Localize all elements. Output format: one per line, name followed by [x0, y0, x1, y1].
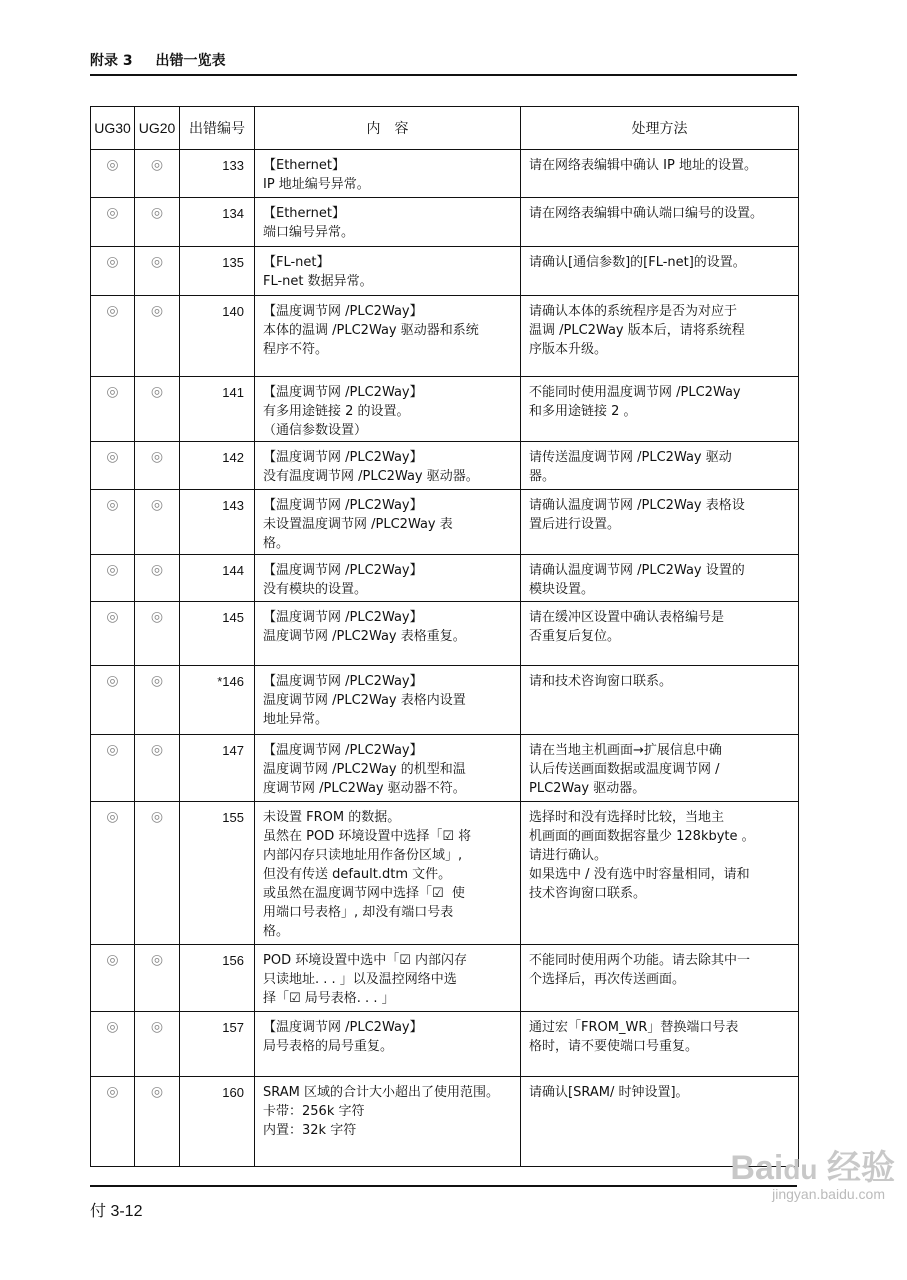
ug20-mark: ◎ — [135, 296, 180, 377]
content-line: 【Ethernet】 — [263, 158, 345, 173]
table-row — [91, 198, 799, 247]
content-line: 【温度调节网 /PLC2Way】 — [263, 304, 423, 319]
table-row — [91, 247, 799, 296]
table-row — [91, 555, 799, 602]
action-cell — [521, 377, 799, 442]
ug20-mark: ◎ — [135, 945, 180, 1012]
action-line: 否重复后复位。 — [529, 629, 621, 644]
content-line: 但没有传送 default.dtm 文件。 — [263, 867, 452, 882]
action-line: 不能同时使用两个功能。请去除其中一 — [529, 953, 751, 968]
content-line: 未设置 FROM 的数据。 — [263, 810, 401, 825]
error-code: *146 — [180, 666, 255, 735]
action-cell — [521, 1012, 799, 1077]
ug20-mark: ◎ — [135, 150, 180, 198]
action-cell — [521, 666, 799, 735]
content-line: IP 地址编号异常。 — [263, 177, 370, 192]
content-line: SRAM 区域的合计大小超出了使用范围。 — [263, 1085, 499, 1100]
content-cell — [255, 490, 521, 555]
action-line: 请确认温度调节网 /PLC2Way 表格设 — [529, 498, 745, 513]
ug30-mark: ◎ — [91, 198, 135, 247]
action-line: 请确认[SRAM/ 时钟设置]。 — [529, 1085, 689, 1100]
ug20-mark: ◎ — [135, 735, 180, 802]
error-code: 133 — [180, 150, 255, 198]
error-code: 140 — [180, 296, 255, 377]
ug20-mark: ◎ — [135, 1012, 180, 1077]
ug20-mark: ◎ — [135, 555, 180, 602]
content-line: 【FL-net】 — [263, 255, 330, 270]
error-code: 156 — [180, 945, 255, 1012]
action-line: 通过宏「FROM_WR」替换端口号表 — [529, 1020, 739, 1035]
content-line: 没有温度调节网 /PLC2Way 驱动器。 — [263, 469, 479, 484]
page-header — [90, 50, 244, 70]
content-line: 【温度调节网 /PLC2Way】 — [263, 674, 423, 689]
error-code: 135 — [180, 247, 255, 296]
error-code: 155 — [180, 802, 255, 945]
content-cell — [255, 555, 521, 602]
action-cell — [521, 247, 799, 296]
table-row — [91, 602, 799, 666]
action-cell — [521, 198, 799, 247]
content-cell — [255, 602, 521, 666]
content-line: 程序不符。 — [263, 342, 329, 357]
content-cell — [255, 802, 521, 945]
table-row — [91, 377, 799, 442]
table-row — [91, 490, 799, 555]
action-cell — [521, 802, 799, 945]
content-line: 内置：32k 字符 — [263, 1123, 357, 1138]
ug30-mark: ◎ — [91, 1012, 135, 1077]
header-title: 出错一览表 — [155, 53, 226, 69]
content-line: 温度调节网 /PLC2Way 表格内设置 — [263, 693, 466, 708]
ug30-mark: ◎ — [91, 735, 135, 802]
ug20-mark: ◎ — [135, 802, 180, 945]
ug30-mark: ◎ — [91, 377, 135, 442]
content-line: 【温度调节网 /PLC2Way】 — [263, 563, 423, 578]
content-line: 局号表格的局号重复。 — [263, 1039, 394, 1054]
table-row — [91, 735, 799, 802]
error-code: 144 — [180, 555, 255, 602]
table-row — [91, 442, 799, 490]
ug30-mark: ◎ — [91, 442, 135, 490]
table-row — [91, 1012, 799, 1077]
page-number: 付 3-12 — [90, 1203, 143, 1220]
action-cell — [521, 296, 799, 377]
footer-rule — [90, 1185, 797, 1187]
content-line: 内部闪存只读地址用作备份区域」, — [263, 848, 463, 863]
watermark-logo: Baidu 经验 — [730, 1149, 895, 1187]
error-code: 143 — [180, 490, 255, 555]
action-line: 请在当地主机画面→扩展信息中确 — [529, 743, 722, 758]
table-row — [91, 666, 799, 735]
content-line: 只读地址. . . 」以及温控网络中选 — [263, 972, 457, 987]
action-line: 请进行确认。 — [529, 848, 608, 863]
content-line: 格。 — [263, 924, 290, 939]
content-cell — [255, 377, 521, 442]
action-line: 置后进行设置。 — [529, 517, 621, 532]
action-cell — [521, 945, 799, 1012]
table-row — [91, 802, 799, 945]
action-cell — [521, 150, 799, 198]
content-line: 【温度调节网 /PLC2Way】 — [263, 385, 423, 400]
ug30-mark: ◎ — [91, 802, 135, 945]
action-line: 不能同时使用温度调节网 /PLC2Way — [529, 385, 741, 400]
content-line: 温度调节网 /PLC2Way 的机型和温 — [263, 762, 466, 777]
content-line: 端口编号异常。 — [263, 225, 355, 240]
action-line: 请和技术咨询窗口联系。 — [529, 674, 673, 689]
table-row — [91, 945, 799, 1012]
content-line: 温度调节网 /PLC2Way 表格重复。 — [263, 629, 466, 644]
content-line: 卡带：256k 字符 — [263, 1104, 365, 1119]
ug30-mark: ◎ — [91, 666, 135, 735]
content-line: 有多用途链接 2 的设置。 — [263, 404, 410, 419]
action-line: 如果选中 / 没有选中时容量相同，请和 — [529, 867, 750, 882]
table-row — [91, 296, 799, 377]
watermark-url: jingyan.baidu.com — [772, 1186, 885, 1202]
content-cell — [255, 150, 521, 198]
content-cell — [255, 1012, 521, 1077]
action-cell — [521, 602, 799, 666]
error-code: 157 — [180, 1012, 255, 1077]
content-line: 度调节网 /PLC2Way 驱动器不符。 — [263, 781, 466, 796]
action-line: 器。 — [529, 469, 556, 484]
action-line: 请确认[通信参数]的[FL-net]的设置。 — [529, 255, 746, 270]
action-line: 选择时和没有选择时比较，当地主 — [529, 810, 725, 825]
ug20-mark: ◎ — [135, 247, 180, 296]
content-line: 【Ethernet】 — [263, 206, 345, 221]
appendix-label: 附录 3 — [90, 53, 133, 69]
content-line: 格。 — [263, 536, 290, 551]
col-ug20: UG20 — [135, 107, 180, 150]
action-line: 请在网络表编辑中确认端口编号的设置。 — [529, 206, 764, 221]
action-line: 模块设置。 — [529, 582, 595, 597]
ug30-mark: ◎ — [91, 490, 135, 555]
col-ug30: UG30 — [91, 107, 135, 150]
content-line: 择「☑ 局号表格. . . 」 — [263, 991, 395, 1006]
content-line: 【温度调节网 /PLC2Way】 — [263, 1020, 423, 1035]
action-cell — [521, 490, 799, 555]
action-line: 机画面的画面数据容量少 128kbyte 。 — [529, 829, 755, 844]
table-header-row — [91, 107, 799, 150]
content-cell — [255, 296, 521, 377]
action-line: 序版本升级。 — [529, 342, 608, 357]
content-line: 【温度调节网 /PLC2Way】 — [263, 610, 423, 625]
table-row — [91, 150, 799, 198]
content-cell — [255, 735, 521, 802]
error-code: 145 — [180, 602, 255, 666]
ug30-mark: ◎ — [91, 247, 135, 296]
content-line: 本体的温调 /PLC2Way 驱动器和系统 — [263, 323, 479, 338]
col-content: 内 容 — [255, 107, 521, 150]
content-line: 【温度调节网 /PLC2Way】 — [263, 743, 423, 758]
error-table — [90, 106, 799, 1167]
error-code: 141 — [180, 377, 255, 442]
ug20-mark: ◎ — [135, 442, 180, 490]
action-line: 技术咨询窗口联系。 — [529, 886, 647, 901]
ug30-mark: ◎ — [91, 602, 135, 666]
content-cell — [255, 198, 521, 247]
action-cell — [521, 735, 799, 802]
error-code: 134 — [180, 198, 255, 247]
ug30-mark: ◎ — [91, 296, 135, 377]
ug30-mark: ◎ — [91, 150, 135, 198]
content-line: 未设置温度调节网 /PLC2Way 表 — [263, 517, 453, 532]
action-line: 请在网络表编辑中确认 IP 地址的设置。 — [529, 158, 757, 173]
content-line: （通信参数设置） — [263, 423, 368, 438]
ug20-mark: ◎ — [135, 602, 180, 666]
content-line: 或虽然在温度调节网中选择「☑ 使 — [263, 886, 465, 901]
content-cell — [255, 666, 521, 735]
action-cell — [521, 442, 799, 490]
action-line: 请传送温度调节网 /PLC2Way 驱动 — [529, 450, 732, 465]
ug20-mark: ◎ — [135, 377, 180, 442]
content-cell — [255, 442, 521, 490]
content-line: POD 环境设置中选中「☑ 内部闪存 — [263, 953, 468, 968]
content-cell — [255, 1077, 521, 1167]
error-code: 147 — [180, 735, 255, 802]
col-action: 处理方法 — [521, 107, 799, 150]
ug20-mark: ◎ — [135, 1077, 180, 1167]
content-line: 没有模块的设置。 — [263, 582, 368, 597]
action-line: 请在缓冲区设置中确认表格编号是 — [529, 610, 725, 625]
action-line: 个选择后，再次传送画面。 — [529, 972, 686, 987]
error-code: 160 — [180, 1077, 255, 1167]
action-line: 和多用途链接 2 。 — [529, 404, 637, 419]
ug20-mark: ◎ — [135, 198, 180, 247]
error-code: 142 — [180, 442, 255, 490]
col-code: 出错编号 — [180, 107, 255, 150]
action-line: PLC2Way 驱动器。 — [529, 781, 646, 796]
table-row — [91, 1077, 799, 1167]
ug30-mark: ◎ — [91, 555, 135, 602]
content-line: 【温度调节网 /PLC2Way】 — [263, 450, 423, 465]
content-line: FL-net 数据异常。 — [263, 274, 373, 289]
action-line: 请确认本体的系统程序是否为对应于 — [529, 304, 738, 319]
action-cell — [521, 555, 799, 602]
content-cell — [255, 945, 521, 1012]
content-line: 地址异常。 — [263, 712, 329, 727]
content-line: 【温度调节网 /PLC2Way】 — [263, 498, 423, 513]
content-line: 虽然在 POD 环境设置中选择「☑ 将 — [263, 829, 472, 844]
ug20-mark: ◎ — [135, 490, 180, 555]
action-line: 请确认温度调节网 /PLC2Way 设置的 — [529, 563, 745, 578]
action-line: 认后传送画面数据或温度调节网 / — [529, 762, 720, 777]
ug30-mark: ◎ — [91, 945, 135, 1012]
header-rule — [90, 74, 797, 76]
content-cell — [255, 247, 521, 296]
action-line: 温调 /PLC2Way 版本后，请将系统程 — [529, 323, 745, 338]
action-line: 格时，请不要使端口号重复。 — [529, 1039, 699, 1054]
ug20-mark: ◎ — [135, 666, 180, 735]
content-line: 用端口号表格」, 却没有端口号表 — [263, 905, 454, 920]
ug30-mark: ◎ — [91, 1077, 135, 1167]
